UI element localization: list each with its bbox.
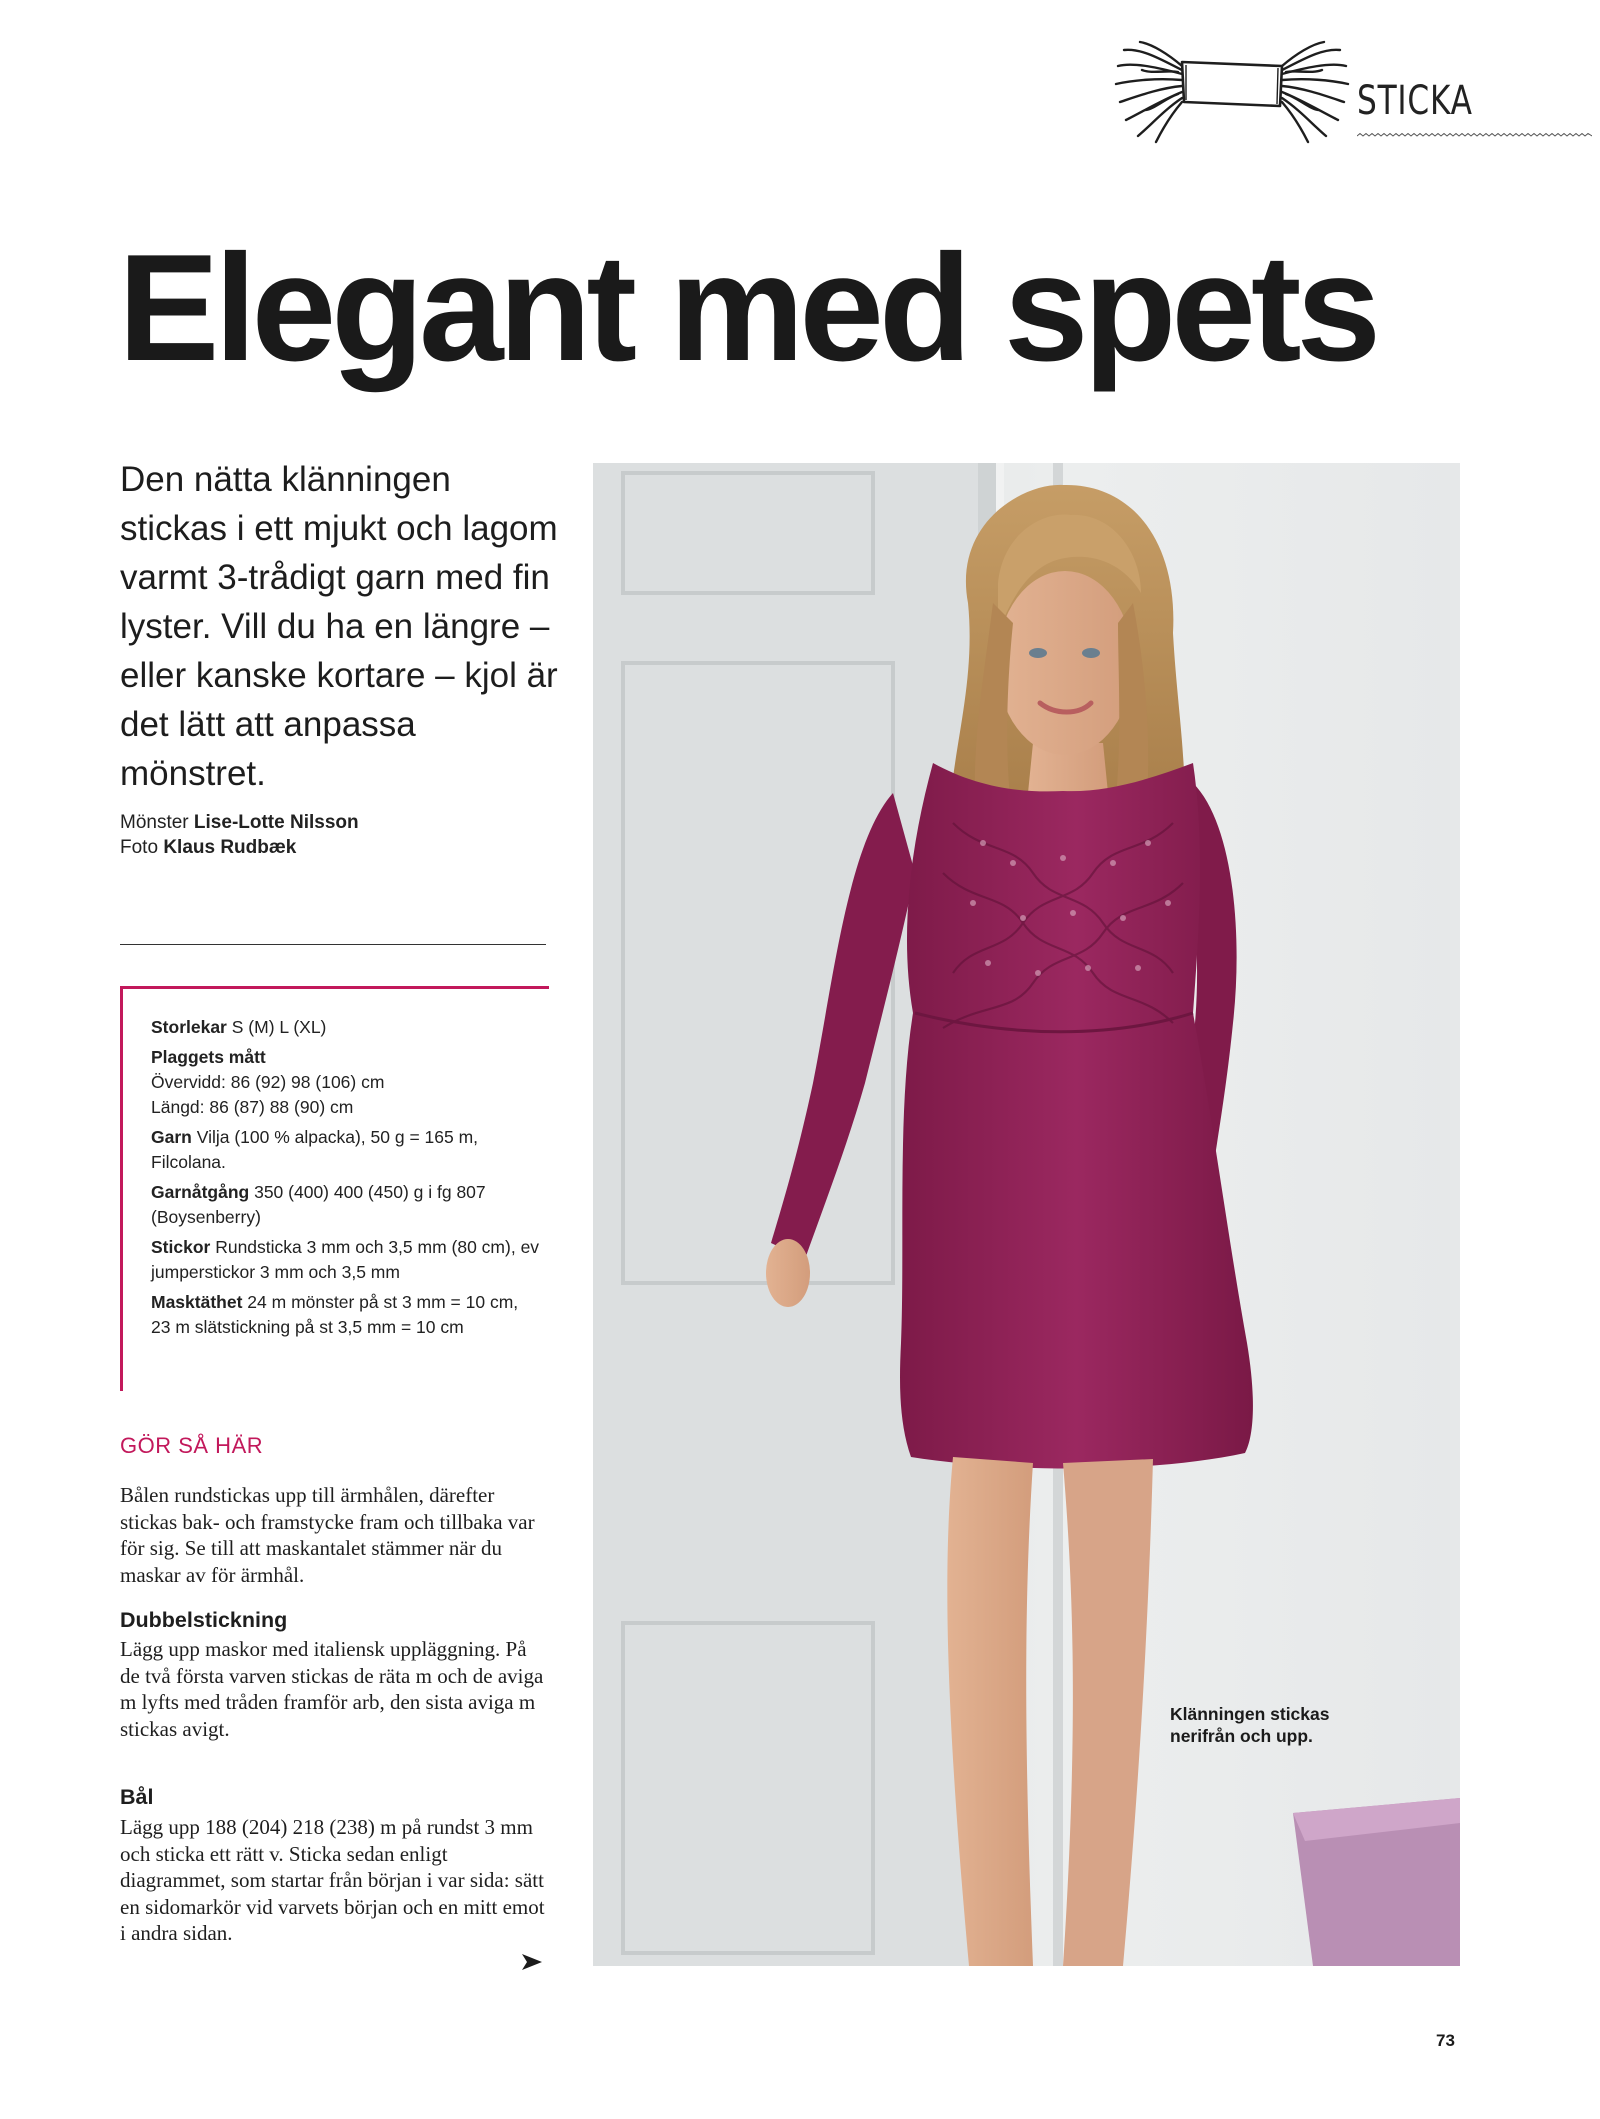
section-label: STICKA — [1357, 78, 1473, 124]
fact-yarn — [151, 1125, 541, 1175]
intro-text: Den nätta klänningen stickas i ett mjukt och lagom varmt 3-trådigt garn med fin lyster. Vill du ha en längre – eller kanske kortare – kjol är det lätt att anpassa mönstret. — [120, 460, 558, 793]
section-header — [1112, 40, 1592, 150]
fact-needles — [151, 1235, 541, 1285]
credit-photo-label: Foto — [120, 837, 159, 858]
fact-yarn-label: Garn — [151, 1127, 192, 1147]
fact-yarn-value: Vilja (100 % alpacka), 50 g = 165 m, Filcolana. — [151, 1127, 479, 1172]
facts-box — [120, 986, 549, 1391]
fact-sizes-value: S (M) L (XL) — [231, 1017, 327, 1037]
fact-needles-label: Stickor — [151, 1237, 211, 1257]
credit-pattern — [120, 812, 359, 834]
fact-gauge-label: Masktäthet — [151, 1292, 243, 1312]
arrow-right-icon — [520, 1950, 544, 1974]
fact-gauge-value: 24 m mönster på st 3 mm = 10 cm, 23 m slätstickning på st 3,5 mm = 10 cm — [151, 1292, 519, 1337]
intro-divider — [120, 944, 546, 945]
fact-measurements — [151, 1045, 541, 1120]
fact-needles-value: Rundsticka 3 mm och 3,5 mm (80 cm), ev jumperstickor 3 mm och 3,5 mm — [151, 1237, 540, 1282]
fact-sizes — [151, 1015, 541, 1040]
instructions-heading: GÖR SÅ HÄR — [120, 1433, 264, 1458]
fact-gauge — [151, 1290, 541, 1340]
facts-list — [151, 1015, 541, 1345]
fact-consumption-value: 350 (400) 400 (450) g i fg 807 (Boysenberry) — [151, 1182, 486, 1227]
credit-pattern-label: Mönster — [120, 812, 189, 833]
photo-caption: Klänningen stickas nerifrån och upp. — [1170, 1704, 1330, 1746]
credit-pattern-name: Lise-Lotte Nilsson — [193, 812, 359, 833]
credit-photo-name: Klaus Rudbæk — [163, 837, 297, 858]
yarn-skein-icon — [1112, 40, 1352, 150]
fact-consumption — [151, 1180, 541, 1230]
credit-photo — [120, 837, 296, 859]
fact-measurements-label: Plaggets mått — [151, 1047, 266, 1067]
fact-consumption-label: Garnåtgång — [151, 1182, 250, 1202]
instructions-intro: Bålen rundstickas upp till ärmhålen, därefter stickas bak- och framstycke fram och tillbaka var för sig. Se till att maskantalet stämmer när du maskar av för ärmhål. — [120, 1483, 535, 1587]
section-heading-bal: Bål — [120, 1785, 154, 1809]
fact-measurements-length: Längd: 86 (87) 88 (90) cm — [151, 1097, 354, 1117]
article-title: Elegant med spets — [118, 223, 1377, 393]
fact-sizes-label: Storlekar — [151, 1017, 227, 1037]
fact-measurements-width: Övervidd: 86 (92) 98 (106) cm — [151, 1072, 385, 1092]
section-text-bal: Lägg upp 188 (204) 218 (238) m på rundst 3 mm och sticka ett rätt v. Sticka sedan enligt diagrammet, som startar från början i var sida: sätt en sidomarkör vid varvets början och en mitt emot i andra sidan. — [120, 1815, 545, 1945]
section-heading-dubbelstickning: Dubbelstickning — [120, 1608, 288, 1632]
page-number: 73 — [1436, 2031, 1455, 2050]
section-text-dubbelstickning: Lägg upp maskor med italiensk uppläggning. På de två första varven stickas de räta m och de aviga m lyfts med tråden framför arb, den sista aviga m stickas avigt. — [120, 1637, 544, 1741]
section-divider — [1357, 132, 1592, 140]
